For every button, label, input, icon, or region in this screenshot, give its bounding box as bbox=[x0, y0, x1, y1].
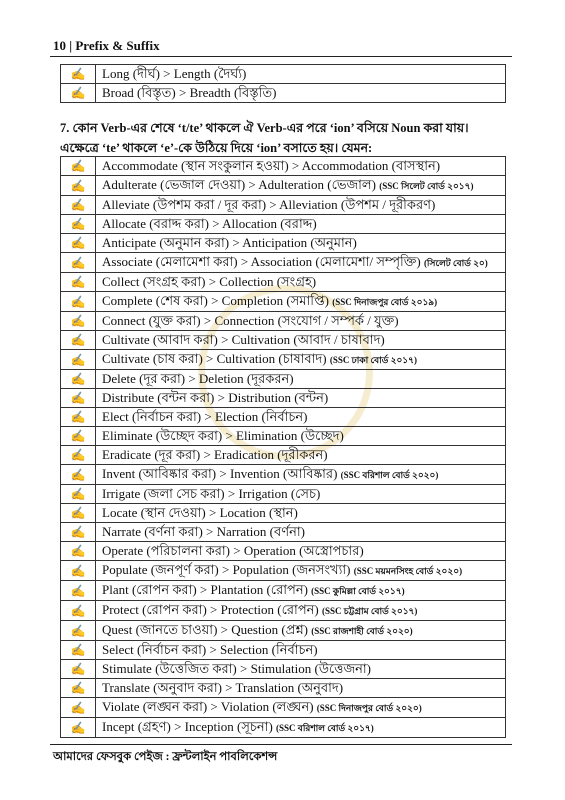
table-row bbox=[61, 485, 506, 504]
word-cell bbox=[96, 215, 506, 234]
writing-hand-icon: ✍ bbox=[61, 273, 96, 292]
table-row bbox=[61, 65, 506, 84]
board-exam-note: (SSC বরিশাল বোর্ড ২০১৭) bbox=[276, 723, 374, 733]
word-cell bbox=[96, 718, 506, 738]
table-row bbox=[61, 370, 506, 389]
table-row bbox=[61, 389, 506, 408]
word-pair-text: Distribute (বন্টন করা) > Distribution (বন্টন) bbox=[102, 390, 329, 405]
word-pair-text: Alleviate (উপশম করা / দূর করা) > Alleviation (উপশম / দূরীকরণ) bbox=[102, 197, 436, 212]
word-cell bbox=[96, 350, 506, 370]
word-cell bbox=[96, 581, 506, 601]
word-cell bbox=[96, 253, 506, 273]
word-cell bbox=[96, 523, 506, 542]
section-heading-line2: এক্ষেত্রে ‘te’ থাকলে ‘e’-কে উঠিয়ে দিয়ে ‘ion’ বসাতে হয়। যেমন: bbox=[60, 141, 373, 155]
writing-hand-icon: ✍ bbox=[61, 601, 96, 621]
word-cell bbox=[96, 389, 506, 408]
footer-rule bbox=[50, 744, 512, 745]
word-cell bbox=[96, 273, 506, 292]
word-cell bbox=[96, 65, 506, 84]
board-exam-note: (SSC রাজশাহী বোর্ড ২০২০) bbox=[311, 626, 413, 636]
word-pair-text: Cultivate (চাষ করা) > Cultivation (চাষাবাদ) bbox=[102, 351, 327, 366]
word-pair-text: Operate (পরিচালনা করা) > Operation (অস্ত্রোপচার) bbox=[102, 543, 364, 558]
word-cell bbox=[96, 292, 506, 312]
writing-hand-icon: ✍ bbox=[61, 389, 96, 408]
table-row bbox=[61, 698, 506, 718]
word-cell bbox=[96, 542, 506, 561]
word-pair-text: Anticipate (অনুমান করা) > Anticipation (অনুমান) bbox=[102, 235, 357, 250]
word-cell bbox=[96, 641, 506, 660]
top-word-table bbox=[60, 64, 506, 103]
writing-hand-icon: ✍ bbox=[61, 679, 96, 698]
word-cell bbox=[96, 176, 506, 196]
word-cell bbox=[96, 601, 506, 621]
word-pair-text: Protect (রোপন করা) > Protection (রোপন) bbox=[102, 602, 319, 617]
table-row bbox=[61, 331, 506, 350]
writing-hand-icon: ✍ bbox=[61, 350, 96, 370]
word-pair-text: Translate (অনুবাদ করা) > Translation (অনুবাদ) bbox=[102, 680, 344, 695]
word-pair-text: Long (দীর্ঘ) > Length (দৈর্ঘ্য) bbox=[102, 66, 247, 81]
word-pair-text: Violate (লঙ্ঘন করা) > Violation (লঙ্ঘন) bbox=[102, 699, 314, 714]
section-heading-line1: 7. কোন Verb-এর শেষে ‘t/te’ থাকলে ঐ Verb-এর পরে ‘ion’ বসিয়ে Noun করা যায়। bbox=[60, 121, 469, 135]
table-row bbox=[61, 253, 506, 273]
word-pair-text: Complete (শেষ করা) > Completion (সমাপ্তি) bbox=[102, 293, 329, 308]
table-row bbox=[61, 561, 506, 581]
word-pair-text: Invent (আবিষ্কার করা) > Invention (আবিষ্কার) bbox=[102, 466, 338, 481]
board-exam-note: (SSC ময়মনসিংহ বোর্ড ২০২০) bbox=[353, 566, 463, 576]
word-pair-text: Accommodate (স্থান সংকুলান হওয়া) > Accommodation (বাসস্থান) bbox=[102, 158, 441, 173]
word-cell bbox=[96, 446, 506, 465]
table-row bbox=[61, 176, 506, 196]
board-exam-note: (সিলেট বোর্ড ২০) bbox=[423, 258, 488, 268]
word-cell bbox=[96, 427, 506, 446]
board-exam-note: (SSC দিনাজপুর বোর্ড ২০১৯) bbox=[332, 297, 438, 307]
writing-hand-icon: ✍ bbox=[61, 718, 96, 738]
word-pair-text: Eradicate (দূর করা) > Eradication (দূরীকরন) bbox=[102, 447, 328, 462]
word-cell bbox=[96, 196, 506, 215]
table-row bbox=[61, 542, 506, 561]
table-row bbox=[61, 157, 506, 176]
word-cell bbox=[96, 234, 506, 253]
writing-hand-icon: ✍ bbox=[61, 523, 96, 542]
word-cell bbox=[96, 660, 506, 679]
board-exam-note: (SSC দিনাজপুর বোর্ড ২০২০) bbox=[316, 703, 422, 713]
word-pair-text: Narrate (বর্ণনা করা) > Narration (বর্ণনা) bbox=[102, 524, 305, 539]
word-pair-text: Delete (দূর করা) > Deletion (দূরকরন) bbox=[102, 371, 294, 386]
header-rule bbox=[50, 56, 512, 57]
board-exam-note: (SSC বরিশাল বোর্ড ২০২০) bbox=[340, 470, 439, 480]
table-row bbox=[61, 427, 506, 446]
writing-hand-icon: ✍ bbox=[61, 370, 96, 389]
table-row bbox=[61, 641, 506, 660]
board-exam-note: (SSC ঢাকা বোর্ড ২০১৭) bbox=[329, 355, 417, 365]
writing-hand-icon: ✍ bbox=[61, 312, 96, 331]
writing-hand-icon: ✍ bbox=[61, 485, 96, 504]
word-pair-text: Quest (জানতে চাওয়া) > Question (প্রশ্ন) bbox=[102, 622, 308, 637]
table-row bbox=[61, 408, 506, 427]
word-cell bbox=[96, 485, 506, 504]
writing-hand-icon: ✍ bbox=[61, 465, 96, 485]
writing-hand-icon: ✍ bbox=[61, 234, 96, 253]
writing-hand-icon: ✍ bbox=[61, 253, 96, 273]
writing-hand-icon: ✍ bbox=[61, 215, 96, 234]
table-row bbox=[61, 196, 506, 215]
word-pair-text: Eliminate (উচ্ছেদ করা) > Elimination (উচ্ছেদ) bbox=[102, 428, 344, 443]
table-row bbox=[61, 350, 506, 370]
table-row bbox=[61, 601, 506, 621]
table-row bbox=[61, 718, 506, 738]
writing-hand-icon: ✍ bbox=[61, 292, 96, 312]
word-pair-text: Select (নির্বাচন করা) > Selection (নির্বাচন) bbox=[102, 642, 318, 657]
writing-hand-icon: ✍ bbox=[61, 427, 96, 446]
word-cell bbox=[96, 679, 506, 698]
writing-hand-icon: ✍ bbox=[61, 698, 96, 718]
board-exam-note: (SSC চট্টগ্রাম বোর্ড ২০১৭) bbox=[321, 606, 418, 616]
writing-hand-icon: ✍ bbox=[61, 581, 96, 601]
writing-hand-icon: ✍ bbox=[61, 196, 96, 215]
word-cell bbox=[96, 465, 506, 485]
writing-hand-icon: ✍ bbox=[61, 504, 96, 523]
writing-hand-icon: ✍ bbox=[61, 561, 96, 581]
word-cell bbox=[96, 621, 506, 641]
table-row bbox=[61, 660, 506, 679]
table-row bbox=[61, 234, 506, 253]
writing-hand-icon: ✍ bbox=[61, 65, 96, 84]
word-cell bbox=[96, 504, 506, 523]
writing-hand-icon: ✍ bbox=[61, 660, 96, 679]
writing-hand-icon: ✍ bbox=[61, 84, 96, 103]
word-pair-text: Irrigate (জলা সেচ করা) > Irrigation (সেচ) bbox=[102, 486, 321, 501]
word-pair-text: Associate (মেলামেশা করা) > Association (মেলামেশা/ সম্পৃক্তি) bbox=[102, 254, 421, 269]
table-row bbox=[61, 215, 506, 234]
word-pair-text: Plant (রোপন করা) > Plantation (রোপন) bbox=[102, 582, 308, 597]
word-cell bbox=[96, 370, 506, 389]
board-exam-note: (SSC কুমিল্লা বোর্ড ২০১৭) bbox=[311, 586, 405, 596]
table-row bbox=[61, 523, 506, 542]
word-pair-text: Collect (সংগ্রহ করা) > Collection (সংগ্রহ) bbox=[102, 274, 317, 289]
word-cell bbox=[96, 331, 506, 350]
table-row bbox=[61, 504, 506, 523]
section-heading bbox=[60, 118, 510, 158]
table-row bbox=[61, 292, 506, 312]
writing-hand-icon: ✍ bbox=[61, 408, 96, 427]
table-row bbox=[61, 273, 506, 292]
word-cell bbox=[96, 698, 506, 718]
table-row bbox=[61, 446, 506, 465]
board-exam-note: (SSC সিলেট বোর্ড ২০১৭) bbox=[379, 181, 474, 191]
word-cell bbox=[96, 408, 506, 427]
word-pair-text: Allocate (বরাদ্দ করা) > Allocation (বরাদ্দ) bbox=[102, 216, 317, 231]
writing-hand-icon: ✍ bbox=[61, 331, 96, 350]
word-pair-text: Adulterate (ভেজাল দেওয়া) > Adulteration (ভেজাল) bbox=[102, 177, 376, 192]
table-row bbox=[61, 679, 506, 698]
writing-hand-icon: ✍ bbox=[61, 446, 96, 465]
word-cell bbox=[96, 312, 506, 331]
table-row bbox=[61, 621, 506, 641]
word-cell bbox=[96, 157, 506, 176]
writing-hand-icon: ✍ bbox=[61, 176, 96, 196]
word-cell bbox=[96, 84, 506, 103]
word-pair-text: Broad (বিস্তৃত) > Breadth (বিস্তৃতি) bbox=[102, 85, 277, 100]
writing-hand-icon: ✍ bbox=[61, 542, 96, 561]
word-pair-text: Connect (যুক্ত করা) > Connection (সংযোগ / সম্পর্ক / যুক্ত) bbox=[102, 313, 399, 328]
word-pair-text: Cultivate (আবাদ করা) > Cultivation (আবাদ / চাষাবাদ) bbox=[102, 332, 385, 347]
word-cell bbox=[96, 561, 506, 581]
page-footer: আমাদের ফেসবুক পেইজ : ফ্রন্টলাইন পাবলিকেশন্স bbox=[53, 751, 278, 763]
word-formation-table bbox=[60, 156, 506, 738]
word-pair-text: Elect (নির্বাচন করা) > Election (নির্বাচন) bbox=[102, 409, 308, 424]
table-row bbox=[61, 312, 506, 331]
writing-hand-icon: ✍ bbox=[61, 621, 96, 641]
word-pair-text: Locate (স্থান দেওয়া) > Location (স্থান) bbox=[102, 505, 298, 520]
table-row bbox=[61, 84, 506, 103]
table-row bbox=[61, 465, 506, 485]
page-header: 10 | Prefix & Suffix bbox=[53, 38, 160, 53]
writing-hand-icon: ✍ bbox=[61, 157, 96, 176]
word-pair-text: Stimulate (উত্তেজিত করা) > Stimulation (উত্তেজনা) bbox=[102, 661, 371, 676]
table-row bbox=[61, 581, 506, 601]
word-pair-text: Incept (গ্রহণ) > Inception (সূচনা) bbox=[102, 719, 273, 734]
writing-hand-icon: ✍ bbox=[61, 641, 96, 660]
word-pair-text: Populate (জনপূর্ণ করা) > Population (জনসংখ্যা) bbox=[102, 562, 351, 577]
